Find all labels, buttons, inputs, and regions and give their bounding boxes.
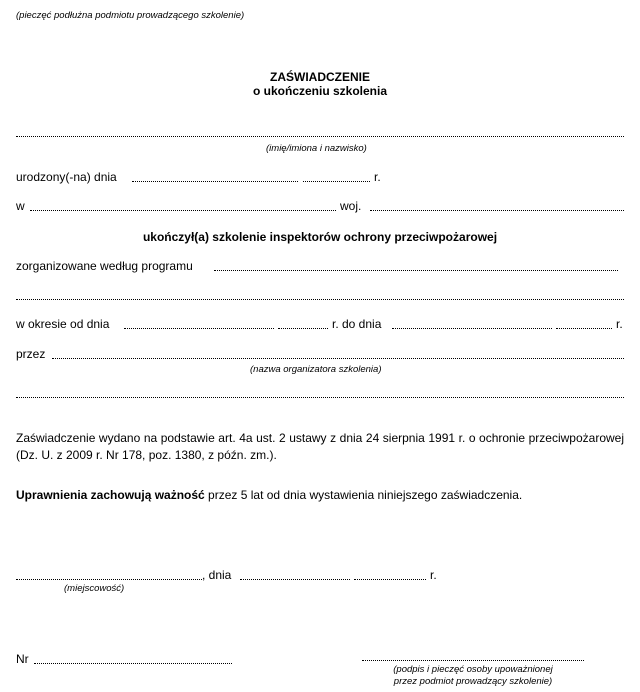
- voivodeship-label: woj.: [340, 199, 362, 213]
- validity-statement: [16, 488, 522, 502]
- number-label: Nr: [16, 652, 29, 666]
- period-to-label: r. do dnia: [332, 317, 382, 331]
- name-caption: (imię/imiona i nazwisko): [266, 143, 367, 154]
- period-to-year-field[interactable]: [556, 328, 612, 329]
- signature-caption-line-1: (podpis i pieczęć osoby upoważnionej: [393, 664, 553, 675]
- legal-basis-text: Zaświadczenie wydano na podstawie art. 4a ust. 2 ustawy z dnia 24 sierpnia 1991 r. o ochronie przeciwpożarowej (Dz. U. z 2009 r. Nr 178, poz. 1380, z późn. zm.).: [16, 431, 624, 462]
- signature-caption-line-2: przez podmiot prowadzący szkolenie): [393, 676, 553, 687]
- issue-place-field[interactable]: [16, 579, 202, 580]
- stamp-note: (pieczęć podłużna podmiotu prowadzącego szkolenie): [16, 10, 245, 21]
- organizer-field[interactable]: [52, 358, 624, 359]
- validity-rest-text: przez 5 lat od dnia wystawienia niniejszego zaświadczenia.: [204, 488, 523, 502]
- born-label: urodzony(-na) dnia: [16, 170, 117, 184]
- born-suffix: r.: [374, 170, 381, 184]
- organizer-field-continued[interactable]: [16, 397, 624, 398]
- voivodeship-field[interactable]: [370, 210, 624, 211]
- date-label: , dnia: [202, 568, 232, 582]
- document-subtitle: o ukończeniu szkolenia: [252, 84, 388, 98]
- organizer-caption: (nazwa organizatora szkolenia): [250, 364, 382, 375]
- validity-bold-text: Uprawnienia zachowują ważność: [16, 488, 205, 502]
- signature-field[interactable]: [362, 660, 584, 661]
- date-suffix: r.: [430, 568, 437, 582]
- program-field[interactable]: [214, 270, 618, 271]
- by-label: przez: [16, 347, 46, 361]
- birth-year-field[interactable]: [303, 181, 370, 182]
- place-prefix: w: [16, 199, 25, 213]
- issue-year-field[interactable]: [354, 579, 426, 580]
- program-field-continued[interactable]: [16, 299, 624, 300]
- period-from-date-field[interactable]: [124, 328, 274, 329]
- birth-place-field[interactable]: [30, 210, 336, 211]
- period-to-date-field[interactable]: [392, 328, 552, 329]
- birth-date-field[interactable]: [132, 181, 298, 182]
- document-title: ZAŚWIADCZENIE: [270, 70, 370, 84]
- period-from-label: w okresie od dnia: [16, 317, 110, 331]
- place-caption: (miejscowość): [64, 583, 125, 594]
- name-field[interactable]: [16, 136, 624, 137]
- certificate-number-field[interactable]: [34, 663, 232, 664]
- period-suffix: r.: [616, 317, 623, 331]
- completed-heading: ukończył(a) szkolenie inspektorów ochrony przeciwpożarowej: [142, 230, 498, 244]
- period-from-year-field[interactable]: [278, 328, 328, 329]
- issue-date-field[interactable]: [240, 579, 350, 580]
- program-label: zorganizowane według programu: [16, 259, 193, 273]
